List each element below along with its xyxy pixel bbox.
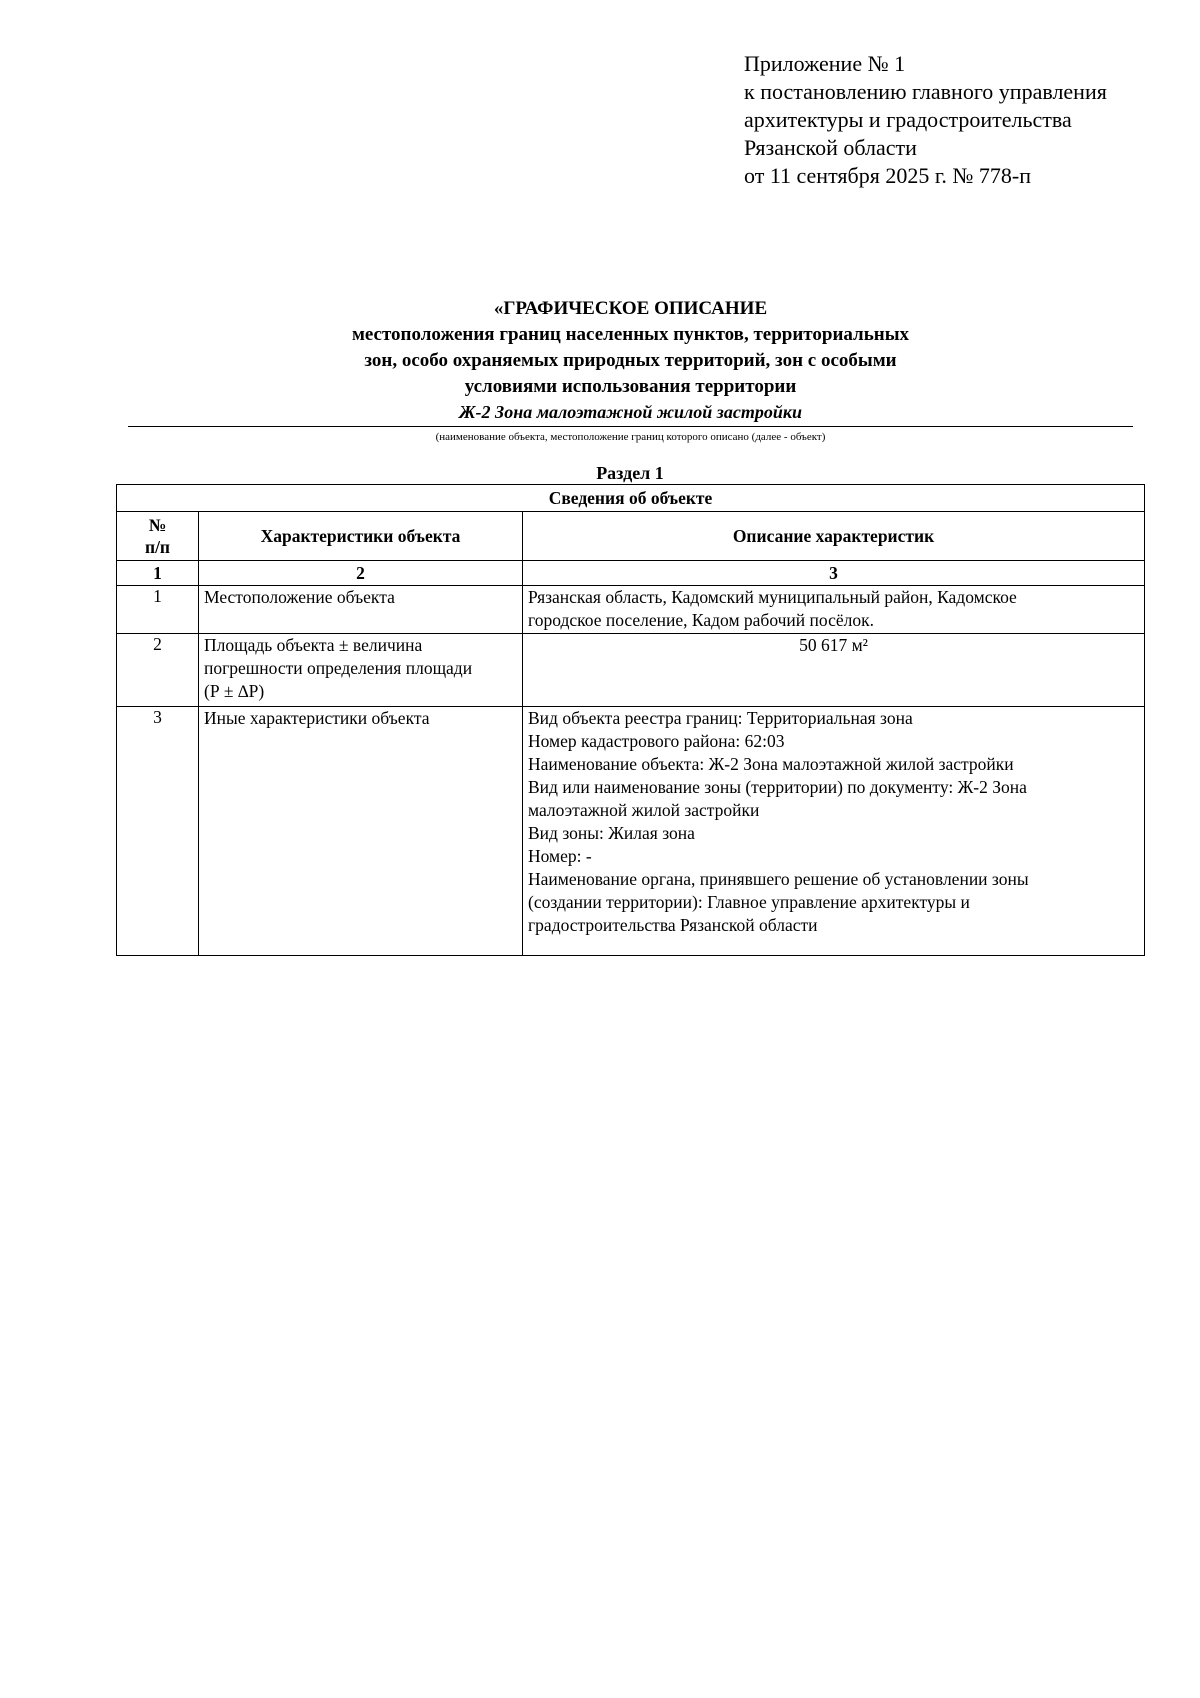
object-name-caption: (наименование объекта, местоположение границ которого описано (далее - объект): [435, 431, 826, 443]
row-description: [523, 707, 1145, 956]
row-characteristic-line: Площадь объекта ± величина: [204, 635, 423, 655]
title-line: «ГРАФИЧЕСКОЕ ОПИСАНИЕ: [493, 298, 768, 319]
row-description-area: 50 617 м²: [523, 634, 1145, 707]
title-line: условиями использования территории: [464, 376, 797, 397]
section-title: Раздел 1: [596, 463, 664, 483]
row-description: [523, 586, 1145, 634]
column-number: 2: [199, 561, 523, 586]
table-row: [117, 707, 1145, 956]
row-characteristic-line: Местоположение объекта: [204, 587, 395, 607]
row-number: 1: [117, 586, 199, 634]
header-characteristics: Характеристики объекта: [199, 512, 523, 561]
row-number: 2: [117, 634, 199, 707]
row-characteristic: [199, 586, 523, 634]
row-description-line: градостроительства Рязанской области: [528, 915, 818, 935]
row-description-line: Вид зоны: Жилая зона: [528, 823, 695, 843]
row-characteristic: [199, 634, 523, 707]
row-description-line: Номер: -: [528, 846, 592, 866]
header-description: Описание характеристик: [523, 512, 1145, 561]
column-number-row: [117, 561, 1145, 586]
title-line: зон, особо охраняемых природных территорий, зон с особыми: [364, 350, 897, 371]
table-row: [117, 586, 1145, 634]
table-title-row: [117, 485, 1145, 512]
appendix-line: Приложение № 1: [744, 51, 906, 76]
appendix-line: Рязанской области: [744, 135, 917, 160]
row-description-line: Наименование объекта: Ж-2 Зона малоэтажной жилой застройки: [528, 754, 1014, 774]
row-description-line: Наименование органа, принявшего решение об установлении зоны: [528, 869, 1029, 889]
row-description-line: городское поселение, Кадом рабочий посёлок.: [528, 610, 874, 630]
row-characteristic-line: погрешности определения площади: [204, 658, 473, 678]
row-number: 3: [117, 707, 199, 956]
object-name: Ж-2 Зона малоэтажной жилой застройки: [459, 402, 802, 422]
row-description-line: Вид объекта реестра границ: Территориальная зона: [528, 708, 913, 728]
row-description-line: (создании территории): Главное управление архитектуры и: [528, 892, 970, 912]
table-row: [117, 634, 1145, 707]
header-num-line1: №: [148, 515, 167, 535]
appendix-line: к постановлению главного управления: [744, 79, 1107, 104]
row-description-line: Рязанская область, Кадомский муниципальный район, Кадомское: [528, 587, 1017, 607]
row-characteristic-line: (Р ± ∆Р): [204, 681, 265, 701]
row-description-line: Номер кадастрового района: 62:03: [528, 731, 785, 751]
appendix-header: [744, 50, 1184, 190]
document-title: [128, 296, 1133, 444]
table-title: Сведения об объекте: [117, 485, 1145, 512]
row-description-line: малоэтажной жилой застройки: [528, 800, 760, 820]
row-characteristic: [199, 707, 523, 956]
column-number: 3: [523, 561, 1145, 586]
object-name-underline: [128, 426, 1133, 427]
row-description-line: Вид или наименование зоны (территории) по документу: Ж-2 Зона: [528, 777, 1027, 797]
header-num: [117, 512, 199, 561]
row-characteristic-line: Иные характеристики объекта: [204, 708, 430, 728]
object-info-table: [116, 484, 1145, 956]
header-num-line2: п/п: [144, 537, 171, 557]
column-number: 1: [117, 561, 199, 586]
title-line: местоположения границ населенных пунктов, территориальных: [351, 324, 910, 345]
appendix-date-line: от 11 сентября 2025 г. № 778-п: [744, 163, 1031, 188]
appendix-line: архитектуры и градостроительства: [744, 107, 1072, 132]
table-header-row: [117, 512, 1145, 561]
